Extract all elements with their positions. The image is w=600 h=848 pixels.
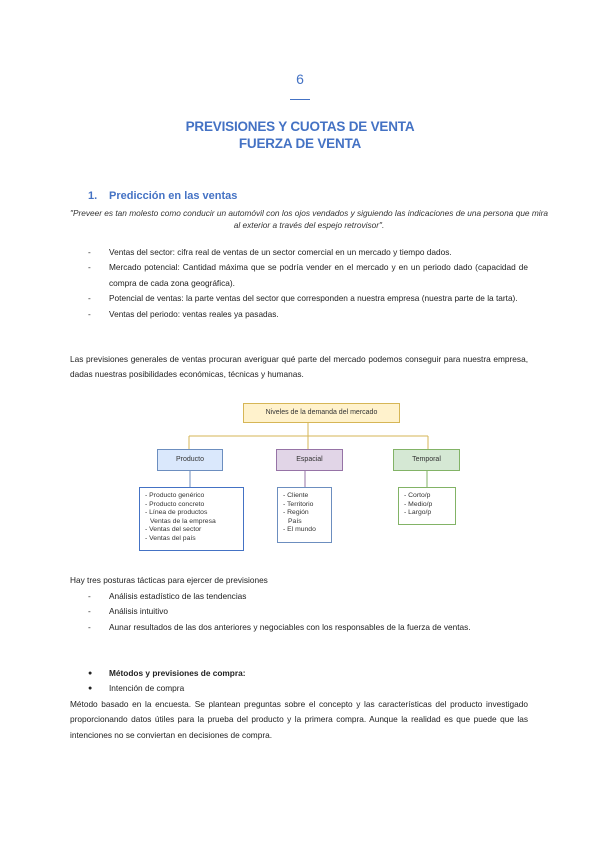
- list-item: ● Intención de compra: [88, 683, 185, 694]
- list-item: - Producto concreto: [145, 500, 205, 508]
- list-item: - Ventas del periodo: ventas reales ya pasadas.: [88, 308, 279, 319]
- page-number: 6: [296, 71, 304, 87]
- list-item: - Potencial de ventas: la parte ventas del sector que corresponden a nuestra empresa (nuestra parte de la tarta).: [88, 293, 518, 304]
- list-item: Ventas de la empresa: [150, 517, 216, 525]
- list-item: - Cliente: [283, 492, 309, 499]
- list-item: - Línea de productos: [145, 509, 208, 517]
- list-item: - Producto genérico: [145, 492, 205, 499]
- section-number: 1.: [88, 190, 98, 202]
- list-item: - Medio/p: [404, 500, 433, 508]
- list-item: País: [288, 517, 302, 525]
- diagram-category-espacial: Espacial: [276, 449, 343, 471]
- list-item: - Territorio: [283, 500, 314, 508]
- diagram-detail-temporal: [398, 487, 456, 525]
- methods-list: [88, 666, 528, 697]
- list-item: - Ventas del sector: cifra real de ventas de un sector comercial en un mercado y tiempo dados.: [88, 247, 452, 257]
- title-line-2: FUERZA DE VENTA: [238, 136, 362, 151]
- list-item: - Región: [283, 509, 309, 517]
- postures-intro: Hay tres posturas tácticas para ejercer de previsiones: [70, 575, 268, 585]
- list-item: - Análisis estadístico de las tendencias: [88, 591, 247, 601]
- list-item: - Largo/p: [404, 509, 432, 517]
- list-item: - Corto/p: [404, 492, 431, 499]
- list-item: - Ventas del país: [145, 534, 196, 542]
- list-item: ● Métodos y previsiones de compra:: [88, 668, 246, 678]
- section-title: Predicción en las ventas: [109, 190, 238, 202]
- list-item: - Aunar resultados de las dos anteriores y negociables con los responsables de la fuerza de ventas.: [88, 621, 471, 632]
- list-item: - Análisis intuitivo: [88, 606, 169, 617]
- diagram-category-temporal: Temporal: [393, 449, 460, 471]
- title-line-1: PREVISIONES Y CUOTAS DE VENTA: [185, 119, 415, 134]
- diagram-detail-espacial: [277, 487, 332, 543]
- diagram-detail-producto: [139, 487, 244, 551]
- quote: "Preveer es tan molesto como conducir un automóvil con los ojos vendados y siguiendo las indicaciones de una persona que mira al exterior a través del espejo retrovisor".: [70, 208, 548, 230]
- list-item: - Ventas del sector: [145, 526, 202, 534]
- paragraph-previsiones: Las previsiones generales de ventas procuran averiguar qué parte del mercado podemos conseguir para nuestra empresa, dadas nuestras posibilidades económicas, técnicas y humanas.: [70, 354, 528, 380]
- postures-list: [88, 589, 528, 635]
- list-item: - El mundo: [283, 526, 316, 534]
- diagram-category-producto: Producto: [157, 449, 223, 471]
- paragraph-intencion-compra: Método basado en la encuesta. Se plantean preguntas sobre el concepto y las características del producto investigado proporcionando datos útiles para la prueba del producto y la primera compra. Aunque la realidad es que puede que las intenciones no se conviertan en decisiones de compra.: [70, 699, 528, 740]
- list-item: - Mercado potencial: Cantidad máxima que se podría vender en el mercado y en un periodo dado (capacidad de compra de cada zona geográfica).: [88, 262, 528, 288]
- diagram-root-box: Niveles de la demanda del mercado: [243, 403, 400, 423]
